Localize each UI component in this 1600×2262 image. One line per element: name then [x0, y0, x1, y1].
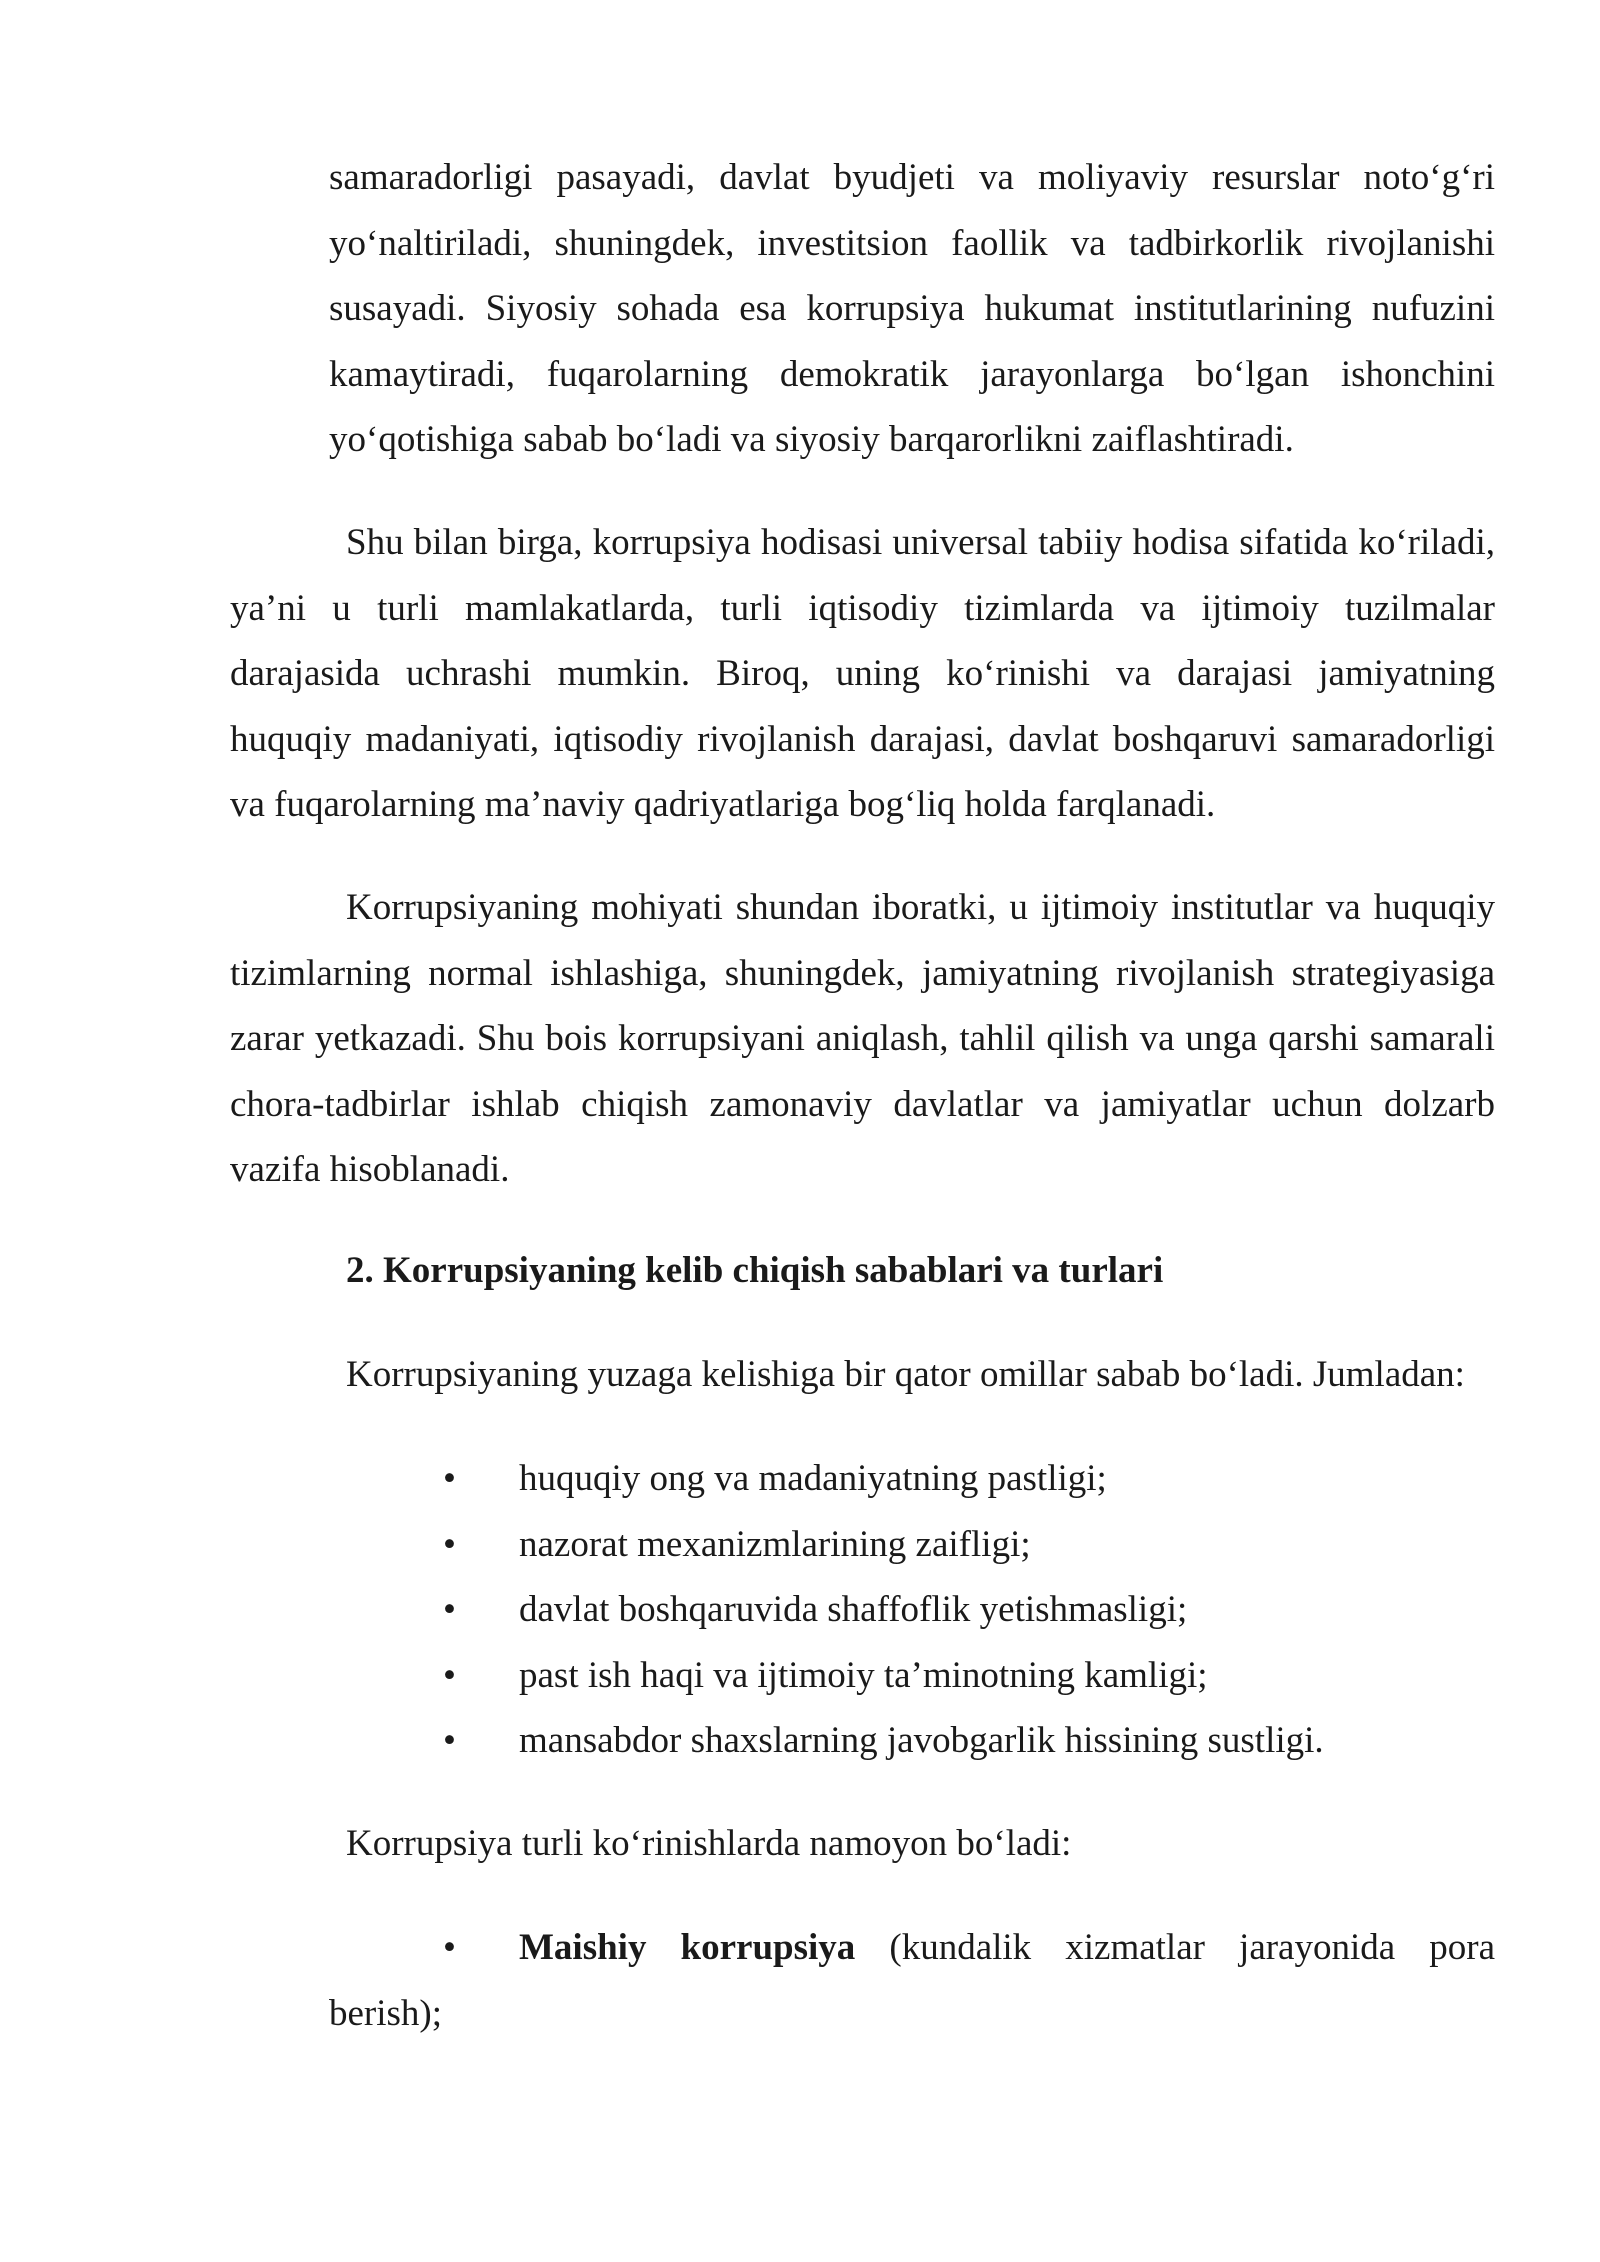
list-item-text: past ish haqi va ijtimoiy ta’minotning kamligi; — [519, 1654, 1208, 1696]
paragraph — [329, 145, 1495, 473]
list-item — [443, 1708, 1495, 1774]
paragraph — [230, 875, 1495, 1203]
text-line: yo‘qotishiga sabab bo‘ladi va siyosiy barqarorlikni zaiflashtiradi. — [329, 419, 1294, 460]
list-item — [329, 1915, 1495, 2046]
text-line — [329, 1915, 1495, 1981]
text-line: tizimlarning normal ishlashiga, shuningdek, jamiyatning rivojlanish strategiyasiga — [230, 952, 1495, 994]
text-line: samaradorligi pasayadi, davlat byudjeti va moliyaviy resurslar noto‘g‘ri — [329, 157, 1495, 198]
list-bullet: • — [443, 1720, 456, 1761]
section-heading: 2. Korrupsiyaning kelib chiqish sabablari va turlari — [346, 1250, 1164, 1291]
list-item-text: davlat boshqaruvida shaffoflik yetishmasligi; — [519, 1589, 1188, 1630]
list-bullet: • — [443, 1927, 456, 1968]
list-item — [443, 1643, 1495, 1709]
text-line: va fuqarolarning ma’naviy qadriyatlariga bog‘liq holda farqlanadi. — [230, 784, 1216, 825]
bulleted-list — [443, 1446, 1495, 1774]
list-item — [443, 1512, 1495, 1578]
list-item — [443, 1577, 1495, 1643]
text-line: susayadi. Siyosiy sohada esa korrupsiya hukumat institutlarining nufuzini — [329, 288, 1495, 329]
text-line: Korrupsiyaning mohiyati shundan iboratki, u ijtimoiy institutlar va huquqiy — [346, 887, 1495, 928]
term-bold: Maishiy korrupsiya — [519, 1927, 856, 1968]
term-description: (kundalik xizmatlar jarayonida pora — [889, 1927, 1496, 1968]
list-intro: Korrupsiyaning yuzaga kelishiga bir qator omillar sabab bo‘ladi. Jumladan: — [346, 1354, 1465, 1395]
text-line: vazifa hisoblanadi. — [230, 1149, 510, 1190]
text-line: yo‘naltiriladi, shuningdek, investitsion faollik va tadbirkorlik rivojlanishi — [329, 222, 1495, 264]
text-line: ya’ni u turli mamlakatlarda, turli iqtisodiy tizimlarda va ijtimoiy tuzilmalar — [230, 587, 1495, 629]
list-bullet: • — [443, 1589, 456, 1630]
text-line: darajasida uchrashi mumkin. Biroq, uning ko‘rinishi va darajasi jamiyatning — [230, 653, 1495, 694]
list-bullet: • — [443, 1654, 456, 1696]
paragraph — [230, 510, 1495, 838]
text-line: zarar yetkazadi. Shu bois korrupsiyani aniqlash, tahlil qilish va unga qarshi samarali — [230, 1018, 1495, 1059]
text-line: huquqiy madaniyati, iqtisodiy rivojlanish darajasi, davlat boshqaruvi samaradorligi — [230, 718, 1495, 760]
list-item-text: nazorat mexanizmlarining zaifligi; — [519, 1523, 1031, 1565]
text-line: berish); — [329, 1992, 443, 2034]
list-bullet: • — [443, 1458, 456, 1499]
list-bullet: • — [443, 1523, 456, 1565]
list-item-text: mansabdor shaxslarning javobgarlik hissining sustligi. — [519, 1720, 1324, 1761]
list-intro: Korrupsiya turli ko‘rinishlarda namoyon bo‘ladi: — [346, 1823, 1072, 1864]
text-line: Shu bilan birga, korrupsiya hodisasi universal tabiiy hodisa sifatida ko‘riladi, — [346, 522, 1495, 563]
text-line: chora-tadbirlar ishlab chiqish zamonaviy davlatlar va jamiyatlar uchun dolzarb — [230, 1083, 1495, 1125]
text-line: kamaytiradi, fuqarolarning demokratik jarayonlarga bo‘lgan ishonchini — [329, 353, 1495, 395]
list-item-text: huquqiy ong va madaniyatning pastligi; — [519, 1458, 1107, 1499]
list-item — [443, 1446, 1495, 1512]
